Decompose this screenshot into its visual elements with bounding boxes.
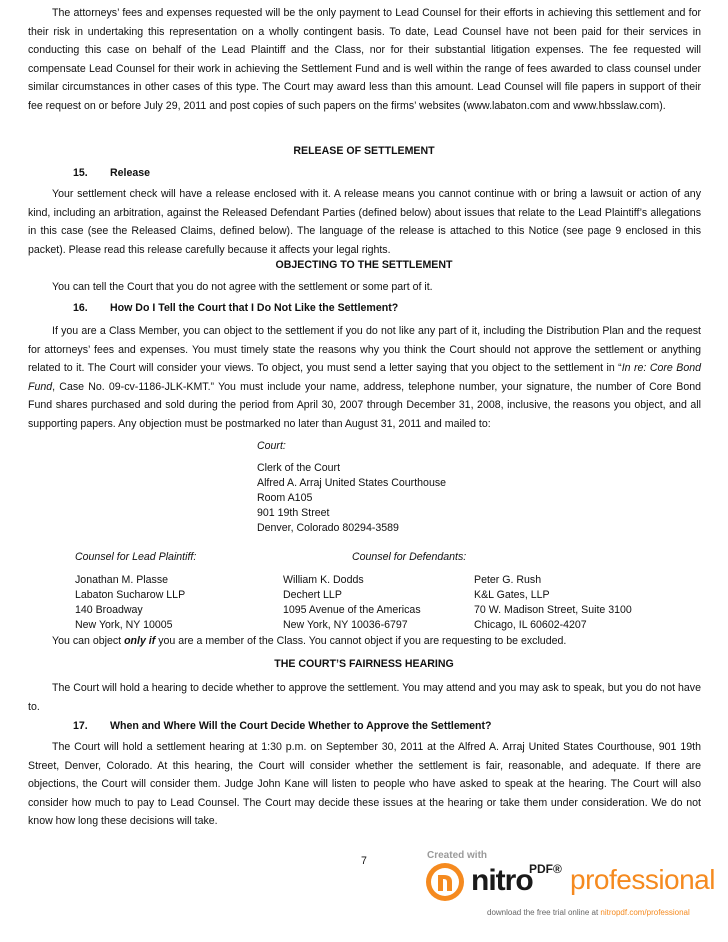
case-name: In re: Core Bond Fund [28,362,701,393]
defendants-counsel-address-1 [283,573,421,633]
text-run: , Case No. 09-cv-1186-JLK-KMT.” You must include your name, address, telephone number, your signature, the number of Core Bond Fund shares purchased and sold during the period from April 30, 2007 through December 31, 2008, inclusive, the reasons you object, and all supporting papers. Any objection must be postmarked no later than August 31, 2011 and mailed to: [28,380,701,430]
watermark-pdf: PDF® [529,862,562,876]
address-line: Peter G. Rush [474,574,542,586]
address-line: New York, NY 10005 [75,619,173,631]
release-heading: RELEASE OF SETTLEMENT [293,145,435,157]
watermark-professional: professional [570,864,715,895]
watermark-trial [487,908,690,917]
trial-text: download the free trial online at [487,908,601,917]
section-number: 16. [73,302,88,314]
section-number: 15. [73,167,88,179]
section-16-heading [73,300,398,316]
address-line: 1095 Avenue of the Americas [283,604,421,616]
watermark-nitro: nitro [471,864,533,897]
fees-paragraph: The attorneys’ fees and expenses requested will be the only payment to Lead Counsel for their efforts in achieving this settlement and for their risk in undertaking this representation on a wholly contingent basis. To date, Lead Counsel have not been paid for their services in conducting this case on behalf of the Lead Plaintiff and the Class, nor for their substantial litigation expenses. The fee requested will compensate Lead Counsel for their work in achieving the Settlement Fund and is well within the range of fees awarded to class counsel under similar circumstances in other cases of this type. The Court may award less than this amount. Lead Counsel will file papers in support of their fee request on or before July 29, 2011 and post copies of such papers on the firms’ websites (www.labaton.com and www.hbsslaw.com). [28,7,701,112]
address-line: Alfred A. Arraj United States Courthouse [257,477,447,489]
trial-link[interactable]: nitropdf.com/professional [600,908,690,917]
section-title: Release [110,167,151,179]
address-line: Room A105 [257,492,313,504]
address-line: 140 Broadway [75,604,143,616]
objecting-intro: You can tell the Court that you do not agree with the settlement or some part of it. [52,281,433,293]
address-line: Dechert LLP [283,589,342,601]
court-address [257,439,446,536]
defendants-counsel-label: Counsel for Defendants: [352,551,467,563]
address-line: William K. Dodds [283,574,364,586]
membership-note [28,632,701,651]
defendants-counsel-address-2 [474,573,632,633]
page-number: 7 [361,855,367,867]
section-17-heading [73,718,492,734]
address-line: New York, NY 10036-6797 [283,619,408,631]
section-title: When and Where Will the Court Decide Whether to Approve the Settlement? [110,720,492,732]
hearing-intro-paragraph: The Court will hold a hearing to decide whether to approve the settlement. You may attend and you may ask to speak, but you do not have to. [28,682,701,713]
watermark-created-with: Created with [427,850,488,861]
objecting-heading: OBJECTING TO THE SETTLEMENT [275,259,453,271]
fairness-hearing-heading: THE COURT’S FAIRNESS HEARING [274,658,454,670]
address-line: Labaton Sucharow LLP [75,589,186,601]
court-label: Court: [257,440,286,452]
address-line: Clerk of the Court [257,462,341,474]
objection-instructions-paragraph [28,322,701,433]
text-run: You can object [52,635,125,647]
address-line: K&L Gates, LLP [474,589,550,601]
section-number: 17. [73,720,88,732]
text-run: If you are a Class Member, you can object to the settlement if you do not like any part of it, including the Distribution Plan and the request for attorneys’ fees and expenses. You must timely state the reasons why you think the Court should not approve the settlement or anything related to it. The Court will consider your views. To object, you must send a letter saying that you object to the settlement in “ [28,325,701,374]
nitro-logo-icon [425,862,465,902]
address-line: Chicago, IL 60602-4207 [474,619,587,631]
section-title: How Do I Tell the Court that I Do Not Like the Settlement? [110,302,399,314]
text-run: you are a member of the Class. You cannot object if you are requesting to be excluded. [155,635,567,647]
hearing-details-paragraph: The Court will hold a settlement hearing at 1:30 p.m. on September 30, 2011 at the Alfred A. Arraj United States Courthouse, 901 19th Street, Denver, Colorado. At this hearing, the Court will consider whether the settlement is fair, reasonable, and adequate. If there are objections, the Court will consider them. Judge John Kane will listen to people who have asked to speak at the hearing. The Court will also consider how much to pay to Lead Counsel. The Court may decide these issues at the hearing or take them under consideration. We do not know how long these decisions will take. [28,741,701,827]
plaintiff-counsel-address [75,573,185,633]
section-15-heading [73,165,150,181]
nitro-watermark [425,850,725,940]
address-line: Denver, Colorado 80294-3589 [257,522,399,534]
address-line: 901 19th Street [257,507,330,519]
release-paragraph: Your settlement check will have a release enclosed with it. A release means you cannot continue with or bring a lawsuit or action of any kind, including an arbitration, against the Released Defendant Parties (defined below) about issues that relate to the Lead Plaintiff’s allegations in this case (see the Released Claims, defined below). The language of the release is attached to this Notice (see page 9 enclosed in this packet). Please read this release carefully because it affects your legal rights. [28,188,701,256]
address-line: Jonathan M. Plasse [75,574,169,586]
emphasis: only if [124,635,156,647]
address-line: 70 W. Madison Street, Suite 3100 [474,604,632,616]
plaintiff-counsel-label: Counsel for Lead Plaintiff: [75,551,197,563]
